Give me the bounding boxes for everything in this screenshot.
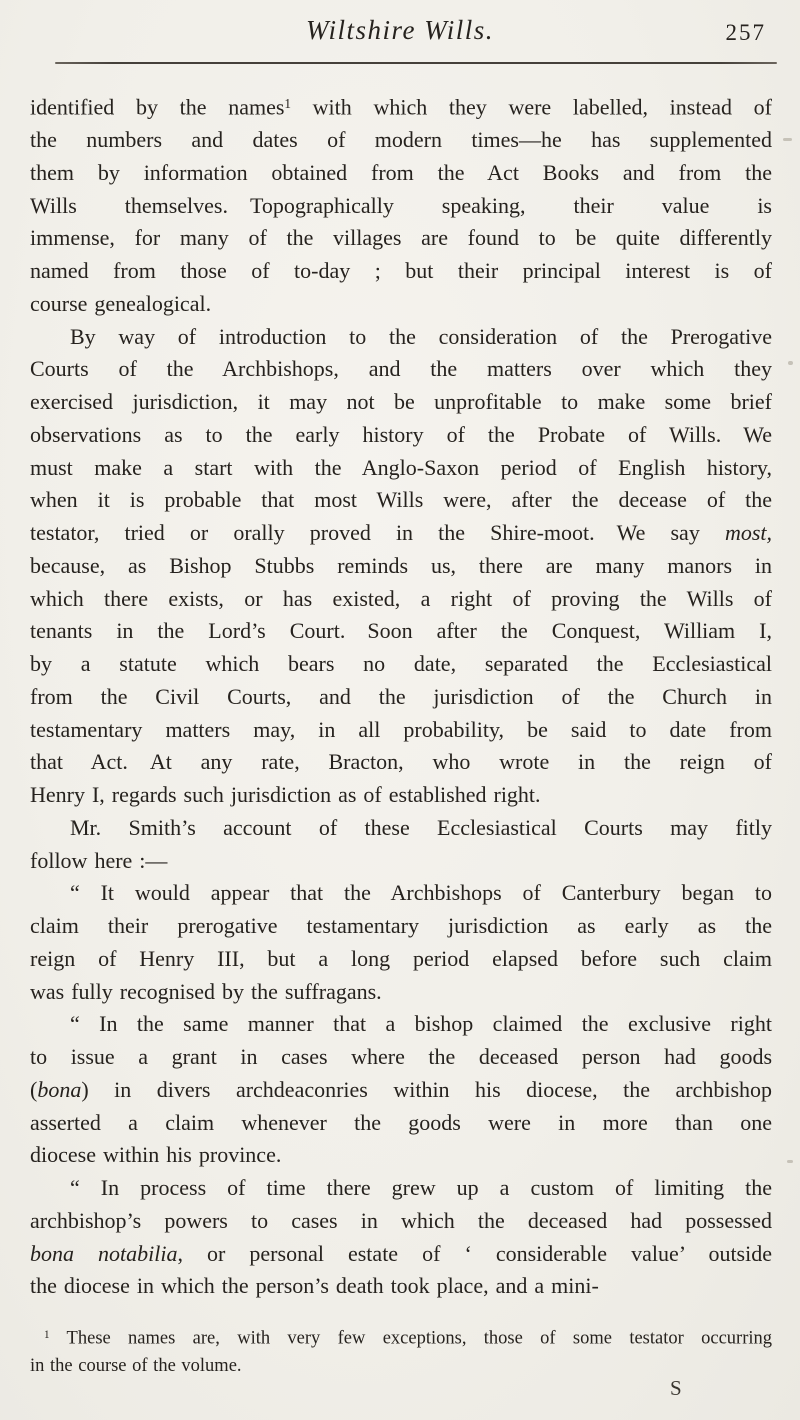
text-segment: Courts of the Archbishops, and the matters over which they — [30, 356, 772, 382]
text-line — [30, 1074, 772, 1107]
text-segment: by a statute which bears no date, separated the Ecclesiastical — [30, 651, 772, 677]
text-segment: identified by the names — [30, 94, 285, 120]
text-segment: archbishop’s powers to cases in which the deceased had possessed — [30, 1207, 772, 1233]
text-segment: bona notabilia — [30, 1240, 178, 1266]
text-line — [30, 910, 772, 943]
text-line — [30, 779, 772, 812]
text-segment: follow here :— — [30, 847, 168, 873]
text-segment: must make a start with the Anglo-Saxon period of English history, — [30, 454, 772, 480]
text-segment: the diocese in which the person’s death took place, and a mini- — [30, 1273, 599, 1299]
text-segment: course genealogical. — [30, 290, 212, 316]
text-segment: tenants in the Lord’s Court. Soon after the Conquest, William I, — [30, 618, 772, 644]
text-segment: named from those of to-day ; but their principal interest is of — [30, 258, 772, 284]
text-line — [30, 517, 772, 550]
text-segment: , or personal estate of ‘ considerable value’ outside — [177, 1240, 772, 1266]
text-segment: ) in divers archdeaconries within his diocese, the archbishop — [81, 1076, 772, 1102]
text-line — [30, 943, 772, 976]
text-line — [30, 255, 772, 288]
text-line — [30, 190, 772, 223]
text-line — [30, 845, 772, 878]
text-line — [30, 157, 772, 190]
text-line — [30, 386, 772, 419]
text-segment: Henry I, regards such jurisdiction as of established right. — [30, 782, 541, 808]
text-segment: “ In the same manner that a bishop claimed the exclusive right — [70, 1011, 772, 1037]
footnote-reference: 1 — [284, 96, 291, 111]
text-line — [30, 812, 772, 845]
text-segment: Mr. Smith’s account of these Ecclesiastical Courts may fitly — [70, 814, 772, 840]
text-segment: them by information obtained from the Act Books and from the — [30, 159, 772, 185]
text-line — [30, 1139, 772, 1172]
scan-speck — [783, 138, 792, 141]
text-line — [30, 583, 772, 616]
text-line — [30, 714, 772, 747]
text-segment: By way of introduction to the consideration of the Prerogative — [70, 323, 772, 349]
text-line — [30, 746, 772, 779]
scan-speck — [788, 361, 793, 365]
text-segment: testamentary matters may, in all probability, be said to date from — [30, 716, 772, 742]
text-line — [30, 648, 772, 681]
text-line — [30, 88, 772, 124]
text-line — [30, 288, 772, 321]
text-line — [30, 976, 772, 1009]
text-line — [30, 419, 772, 452]
text-segment: Wills themselves. Topographically speaking, their value is — [30, 192, 772, 218]
text-line — [30, 124, 772, 157]
text-line — [30, 550, 772, 583]
text-segment: which there exists, or has existed, a right of proving the Wills of — [30, 585, 772, 611]
text-line — [30, 1270, 772, 1303]
text-line — [30, 1008, 772, 1041]
text-line — [30, 484, 772, 517]
text-segment: when it is probable that most Wills were, after the decease of the — [30, 487, 772, 513]
text-segment: diocese within his province. — [30, 1142, 282, 1168]
footnote — [30, 1322, 772, 1380]
text-segment: reign of Henry III, but a long period elapsed before such claim — [30, 945, 772, 971]
body-text — [30, 88, 772, 1303]
text-segment: testator, tried or orally proved in the Shire-moot. We say — [30, 520, 725, 546]
text-segment: the numbers and dates of modern times—he has supplemented — [30, 127, 772, 153]
text-segment: because, as Bishop Stubbs reminds us, there are many manors in — [30, 552, 772, 578]
text-segment: “ It would appear that the Archbishops of Canterbury began to — [70, 880, 772, 906]
text-line — [30, 1238, 772, 1271]
text-segment: asserted a claim whenever the goods were in more than one — [30, 1109, 772, 1135]
text-segment: that Act. At any rate, Bracton, who wrote in the reign of — [30, 749, 772, 775]
text-line — [30, 615, 772, 648]
text-line — [30, 1172, 772, 1205]
text-segment: to issue a grant in cases where the deceased person had goods — [30, 1044, 772, 1070]
text-segment: “ In process of time there grew up a custom of limiting the — [70, 1175, 772, 1201]
text-segment: exercised jurisdiction, it may not be unprofitable to make some brief — [30, 389, 772, 415]
text-line — [30, 321, 772, 354]
scan-speck — [787, 1160, 793, 1163]
text-segment: claim their prerogative testamentary jurisdiction as early as the — [30, 913, 772, 939]
text-segment: with which they were labelled, instead of — [291, 94, 772, 120]
signature-mark: S — [670, 1376, 682, 1400]
text-line — [30, 452, 772, 485]
text-line — [30, 1041, 772, 1074]
text-line — [30, 1322, 772, 1353]
text-line — [30, 877, 772, 910]
text-line — [30, 681, 772, 714]
text-segment: was fully recognised by the suffragans. — [30, 978, 382, 1004]
text-line — [30, 1353, 772, 1381]
text-segment: from the Civil Courts, and the jurisdiction of the Church in — [30, 683, 772, 709]
text-line — [30, 1205, 772, 1238]
text-segment: ( — [30, 1076, 38, 1102]
text-segment: bona — [37, 1076, 82, 1102]
text-line — [30, 222, 772, 255]
text-segment: observations as to the early history of the Probate of Wills. We — [30, 421, 772, 447]
text-line — [30, 1107, 772, 1140]
footnote-reference: 1 — [44, 1329, 50, 1341]
header-divider-rule — [55, 62, 777, 64]
text-segment: in the course of the volume. — [30, 1355, 242, 1376]
text-segment: immense, for many of the villages are found to be quite differently — [30, 225, 772, 251]
page-number: 257 — [725, 20, 766, 45]
running-head-title: Wiltshire Wills. — [305, 15, 495, 45]
text-line — [30, 353, 772, 386]
text-segment: most, — [724, 520, 772, 546]
text-segment: These names are, with very few exceptions, those of some testator occurring — [49, 1328, 772, 1349]
